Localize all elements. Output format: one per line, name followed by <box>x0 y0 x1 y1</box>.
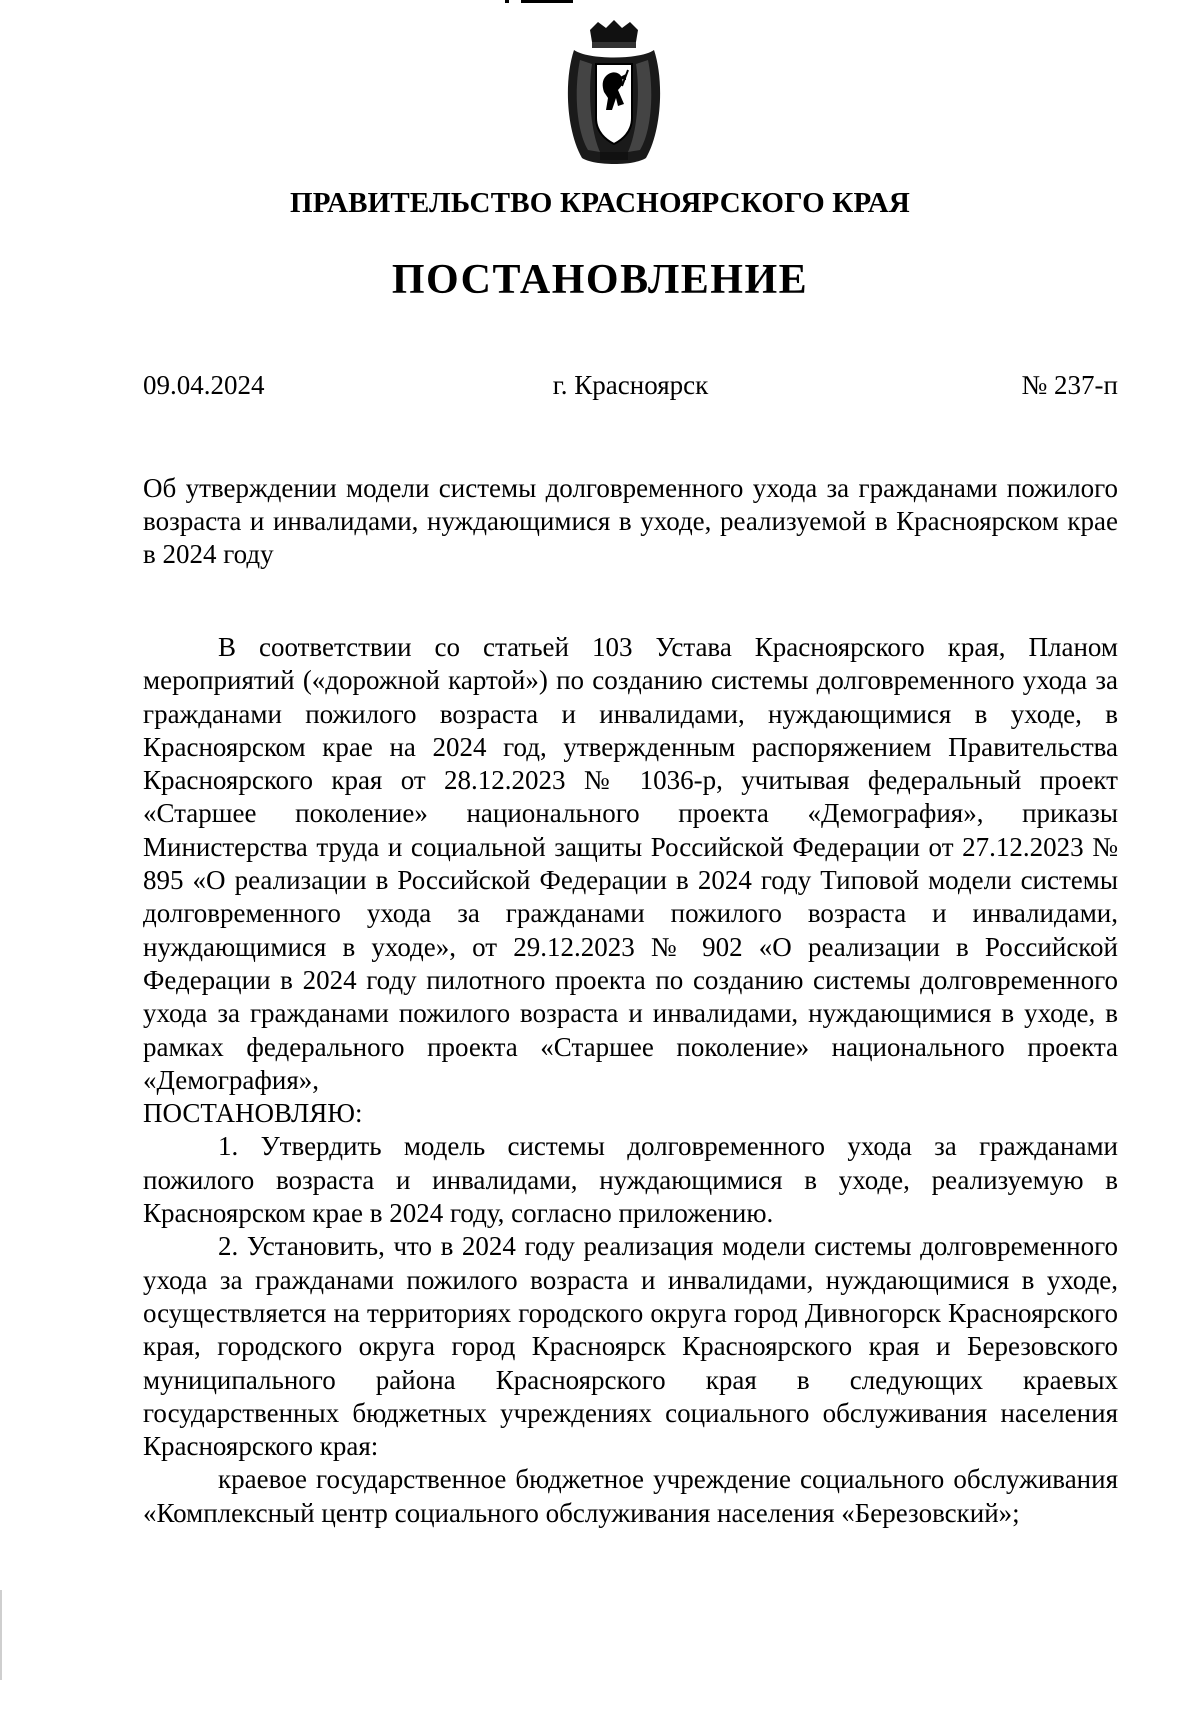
organization-title: ПРАВИТЕЛЬСТВО КРАСНОЯРСКОГО КРАЯ <box>289 187 911 219</box>
document-city: г. Красноярск <box>552 370 709 400</box>
document-date: 09.04.2024 <box>143 370 265 400</box>
item-1-paragraph: 1. Утвердить модель системы долговременного ухода за гражданами пожилого возраста и инвалидами, нуждающимися в уходе, реализуемую в Красноярском крае в 2024 году, согласно приложению. <box>143 1131 1118 1229</box>
coat-of-arms-icon <box>560 20 668 170</box>
resolve-heading: ПОСТАНОВЛЯЮ: <box>143 1098 363 1129</box>
document-type-title: ПОСТАНОВЛЕНИЕ <box>391 257 809 303</box>
item-2-paragraph: 2. Установить, что в 2024 году реализация модели системы долговременного ухода за гражданами пожилого возраста и инвалидами, нуждающимися в уходе, осуществляется на территориях городского округа город Дивногорск Красноярского края, городского округа город Красноярск Красноярского края и Березовского муниципального района Красноярского края в следующих краевых государственных бюджетных учреждениях социального обслуживания населения Красноярского края: <box>143 1231 1118 1462</box>
scan-mark <box>505 0 509 3</box>
scan-edge-shadow <box>0 1590 2 1680</box>
document-subject: Об утверждении модели системы долговременного ухода за гражданами пожилого возраста и инвалидами, нуждающимися в уходе, реализуемой в Красноярском крае в 2024 году <box>143 473 1118 569</box>
item-2-institution-1: краевое государственное бюджетное учреждение социального обслуживания «Комплексный центр социального обслуживания населения «Березовский»; <box>143 1464 1118 1528</box>
document-number: № 237-п <box>1021 370 1118 400</box>
document-body <box>143 631 1118 1530</box>
scan-mark <box>521 0 573 3</box>
preamble-paragraph: В соответствии со статьей 103 Устава Красноярского края, Планом мероприятий («дорожной картой») по созданию системы долговременного ухода за гражданами пожилого возраста и инвалидами, нуждающимися в уходе, в Красноярском крае на 2024 год, утвержденным распоряжением Правительства Красноярского края от 28.12.2023 № 1036-р, учитывая федеральный проект «Старшее поколение» национального проекта «Демография», приказы Министерства труда и социальной защиты Российской Федерации от 27.12.2023 № 895 «О реализации в Российской Федерации в 2024 году Типовой модели системы долговременного ухода за гражданами пожилого возраста и инвалидами, нуждающимися в уходе», от 29.12.2023 № 902 «О реализации в Российской Федерации в 2024 году пилотного проекта по созданию системы долговременного ухода за гражданами пожилого возраста и инвалидами, нуждающимися в уходе, в рамках федерального проекта «Старшее поколение» национального проекта «Демография», <box>143 632 1118 1095</box>
document-meta <box>143 370 1118 410</box>
